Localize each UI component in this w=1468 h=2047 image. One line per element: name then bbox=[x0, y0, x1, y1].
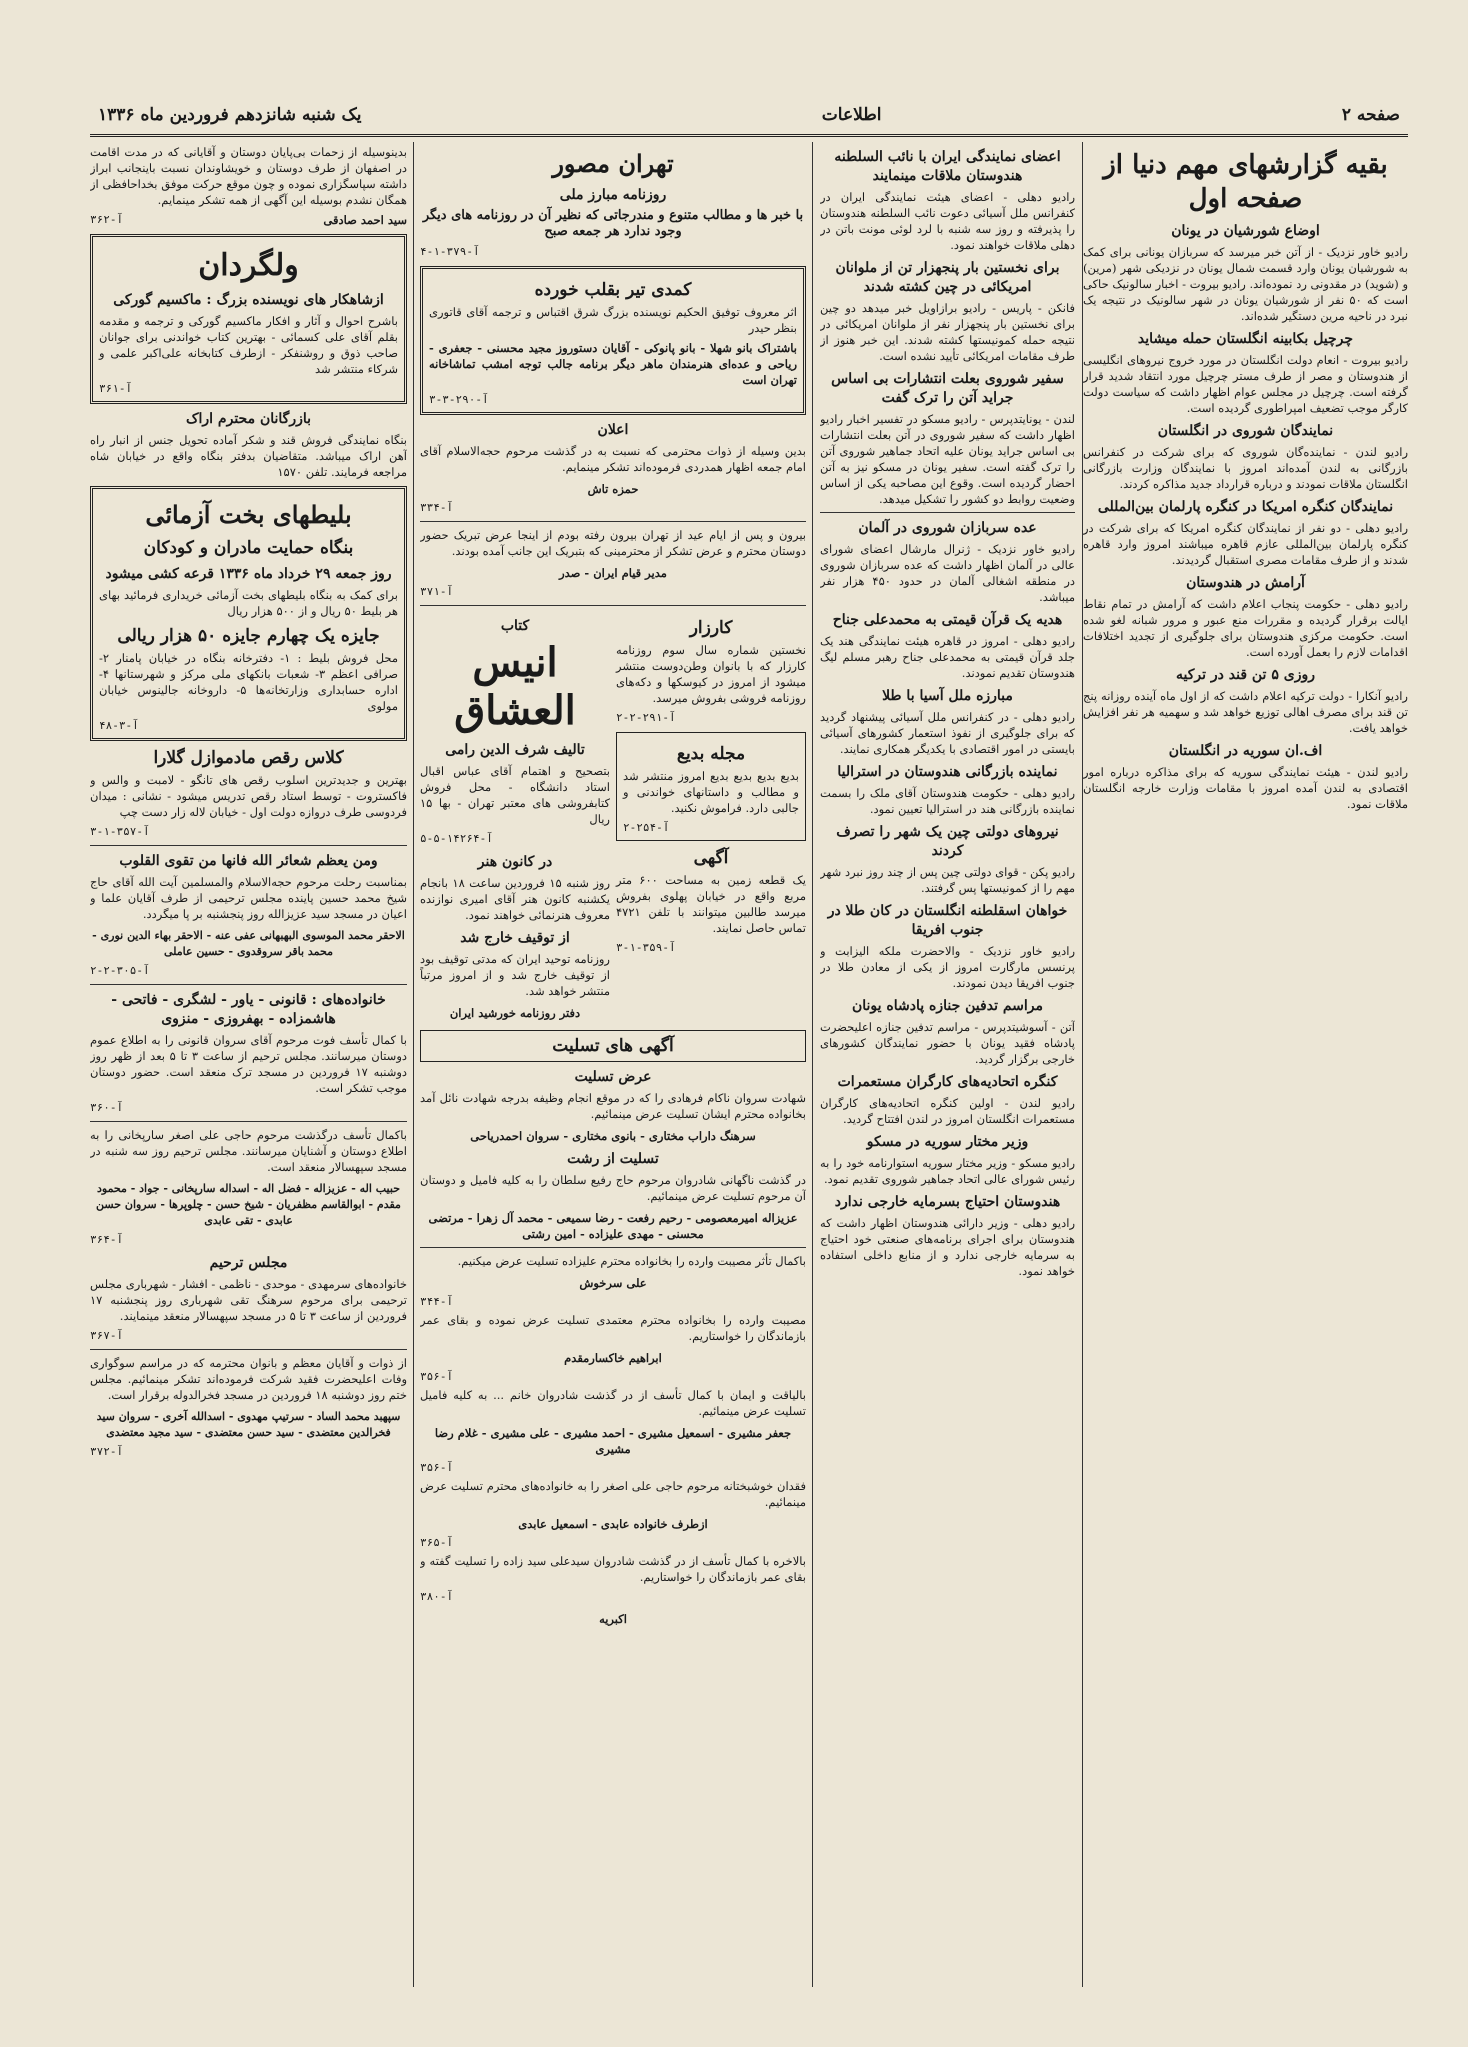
column-notices-left bbox=[90, 142, 407, 1987]
article-title: چرچیل بکابینه انگلستان حمله میشاید bbox=[1137, 331, 1354, 347]
ad-body: باشرح احوال و آثار و افکار ماکسیم گورکی و ترجمه و مقدمه بقلم آقای علی کسمائی - بهترین کتاب خواندنی برای جوانان صاحب ذوق و روشنفکر - ازطرف کتابخانه علی‌اکبر علمی و شرکاء منتشر شد bbox=[99, 314, 398, 376]
article-body: رادیو خاور نزدیک - ژنرال مارشال اعضای شورای عالی در آلمان اظهار داشت که عده سربازان شوروی در منطقه اشغالی آلمان در حدود ۴۵۰ هزار نفر میباشد. bbox=[820, 542, 1075, 604]
notice-body: بدینوسیله از زحمات بی‌پایان دوستان و آقایانی که در مدت اقامت در اصفهان از طرف دوستان و خویشاوندان نسبت باینجانب ابراز داشته سپاسگزاری نموده و چون موقع حرکت موفق بخداحافظی از همگان نشدم بوسیله این آگهی از همه تشکر مینمایم. bbox=[90, 145, 407, 207]
ad-title: ولگردان bbox=[198, 248, 299, 283]
article-body: رادیو دهلی - حکومت پنجاب اعلام داشت که آرامش در تمام نقاط ایالت برقرار گردیده و مقررات منع عبور و مرور شبانه لغو شده است. حکومت مرکزی هندوستان برای جلوگیری از تجدید اختلافات اقدامات لازم را بعمل آورده است. bbox=[1083, 597, 1408, 659]
notice-sign: حمزه تاش bbox=[587, 482, 639, 496]
ad-subtitle: ازشاهکار های نویسنده بزرگ : ماکسیم گورکی bbox=[113, 292, 384, 308]
family-notice-code: آ-۳۶۴ bbox=[90, 1233, 124, 1246]
memorial-code: آ-۳۷۲ bbox=[90, 1445, 124, 1458]
divider bbox=[420, 605, 806, 606]
column-rule bbox=[812, 142, 813, 1987]
ad-body: اثر معروف توفیق الحکیم نویسنده بزرگ شرق اقتباس و ترجمه آقای قاتوری بنظر حیدر bbox=[429, 305, 797, 335]
ad-body: یک قطعه زمین به مساحت ۶۰۰ متر مربع واقع در خیابان پهلوی بفروش میرسد طالبین میتوانند با تلفن ۴۷۲۱ تماس حاصل نمایند. bbox=[616, 873, 806, 935]
article-title: هدیه یک قرآن قیمتی به محمدعلی جناح bbox=[832, 612, 1063, 628]
ad-body: بنگاه نمایندگی فروش قند و شکر آماده تحویل جنس از انبار راه آهن اراک میباشد. متقاضیان بدفتر بنگاه واقع در خیابان شاه مراجعه فرمایند. تلفن ۱۵۷۰ bbox=[90, 433, 407, 479]
memorial-title: مجلس ترحیم bbox=[209, 1255, 288, 1271]
article-body: رادیو آنکارا - دولت ترکیه اعلام داشت که از اول ماه آینده روزانه پنج تن قند برای مصرف اهالی توزیع خواهد شد و سهمیه هر نفر افزایش خواهد یافت. bbox=[1083, 689, 1408, 735]
article-body: رادیو بیروت - انعام دولت انگلستان در مورد خروج نیروهای انگلیسی از هندوستان و مصر از طرف مستر چرچیل مورد انتقاد شدید قرار گرفته است. چرچیل در مجلس عوام اظهار داشت که سیاست دولت کارگر موجب تضعیف امپراطوری گردیده است. bbox=[1083, 353, 1408, 415]
divider bbox=[90, 845, 407, 846]
article-body: رادیو دهلی - حکومت هندوستان آقای ملک را بسمت نماینده بازرگانی هند در استرالیا تعیین نمود. bbox=[820, 786, 1075, 816]
notice-code: آ-۳۶۲ bbox=[90, 213, 124, 226]
ad-subtitle: روزنامه مبارز ملی bbox=[559, 187, 667, 203]
article-body: رادیو دهلی - اعضای هیئت نمایندگی ایران در کنفرانس ملل آسیائی دعوت نائب السلطنه هندوستان را پذیرفته و روز سه شنبه با لرد لوئی مونت باتن در دهلی ملاقات خواهند نمود. bbox=[820, 190, 1075, 252]
ad-title: بازرگانان محترم اراک bbox=[185, 411, 312, 427]
main-headline: بقیه گزارشهای مهم دنیا از صفحه اول bbox=[1103, 150, 1388, 214]
ad-title: در کانون هنر bbox=[477, 854, 553, 870]
condolence-code: آ-۳۵۶ bbox=[420, 1370, 454, 1383]
notice-footer bbox=[90, 212, 407, 228]
condolence-sign: اکبریه bbox=[599, 1612, 627, 1626]
ad-grid bbox=[420, 611, 806, 1024]
ad-body: برای کمک به بنگاه بلیطهای بخت آزمائی خریداری فرمائید بهای هر بلیط ۵۰ ریال و از ۵۰۰ هزار ریال bbox=[99, 588, 398, 618]
ad-title: تهران مصور bbox=[552, 149, 674, 178]
ad-body: بهترین و جدیدترین اسلوب رقص های تانگو - لامبت و والس و فاکستروت - توسط استاد رقص تدریس میشود - نشانی : میدان فردوسی طرف دروازه دولت اول - خیابان لاله زار دست چپ bbox=[90, 773, 407, 819]
section-header: آگهی های تسلیت bbox=[420, 1030, 806, 1062]
velgardan-ad-box bbox=[90, 234, 407, 404]
condolence-body: فقدان خوشبختانه مرحوم حاجی علی اصغر را به خانواده‌های محترم تسلیت عرض مینمائیم. bbox=[420, 1479, 806, 1509]
ad-title: مجله بدیع bbox=[676, 744, 746, 764]
column-rule bbox=[413, 142, 414, 1987]
ad-subcolumn bbox=[616, 611, 806, 1024]
article-body: رادیو لندن - هیئت نمایندگی سوریه که برای مذاکره درباره امور اقتصادی به لندن آمده امروز با مقامات وزارت خارجه انگلستان ملاقات نمود. bbox=[1083, 765, 1408, 811]
ad-subtitle: بنگاه حمایت مادران و کودکان bbox=[143, 538, 354, 558]
ad-title: کمدی تیر بقلب خورده bbox=[534, 280, 692, 300]
ad-subcolumn bbox=[420, 611, 610, 1024]
comedy-ad-box bbox=[420, 266, 806, 415]
issue-date: یک شنبه شانزدهم فروردین ماه ۱۳۳۶ bbox=[98, 105, 362, 125]
notice-code: آ-۳۳۴ bbox=[420, 501, 454, 514]
ad-title: کارزار bbox=[689, 618, 733, 638]
article-title: نمایندگان شوروی در انگلستان bbox=[1157, 423, 1334, 439]
ad-code: آ-۲۵۴-۲ bbox=[623, 821, 670, 834]
article-title: برای نخستین بار پنجهزار تن از ملوانان امریکائی در چین کشته شدند bbox=[835, 260, 1060, 295]
condolence-sign: ابراهیم خاکسارمقدم bbox=[564, 1351, 662, 1365]
notice-code: آ-۳۷۱ bbox=[420, 585, 454, 598]
condolence-body: مصیبت وارده را بخانواده محترم معتمدی تسلیت عرض نموده و بقای عمر بازماندگان را خواستاریم. bbox=[420, 1313, 806, 1343]
condolence-body: در گذشت ناگهانی شادروان مرحوم حاج رفیع سلطان را به کلیه فامیل و دوستان آن مرحوم تسلیت عرض مینمائیم. bbox=[420, 1173, 806, 1203]
ad-code: آ-۲۹۰-۳-۳ bbox=[429, 393, 489, 406]
article-body: لندن - یونایتدپرس - رادیو مسکو در تفسیر اخبار رادیو اظهار داشت که سفیر شوروی در آتن بعلت انتشارات بی اساس جراید یونان علیه اتحاد جماهیر شوروی آتن را ترک گفته است. سفیر یونان در مسکو نیز به آتن احضار گردیده است. وقوع این مصاحبه یکی از اساس وضعیت روابط دو کشور را تشکیل میدهد. bbox=[820, 412, 1075, 506]
book-author: تالیف شرف الدین رامی bbox=[445, 742, 585, 758]
lottery-places: محل فروش بلیط : ۱- دفترخانه بنگاه در خیابان پامنار ۲- صرافی اعظم ۳- شعبات بانکهای ملی مرکز و شهرستانها ۴- اداره حسابداری وزارتخانه‌ها ۵- داروخانه جالینوس خیابان مولوی bbox=[99, 651, 398, 713]
article-body: رادیو پکن - قوای دولتی چین پس از چند روز نبرد شهر مهم را از کمونیستها پس گرفتند. bbox=[820, 865, 1075, 895]
article-title: کنگره اتحادیه‌های کارگران مستعمرات bbox=[837, 1074, 1058, 1090]
memorial-body: از ذوات و آقایان معظم و بانوان محترمه که در مراسم سوگواری وفات اعلیحضرت فقید شرکت فرموده‌اند تشکر مینمائیم. مجلس ختم روز دوشنبه ۱۸ فروردین در مسجد فخرالدوله برقرار است. bbox=[90, 1356, 407, 1402]
lottery-ad-box bbox=[90, 486, 407, 741]
article-title: نمایندگان کنگره امریکا در کنگره پارلمان بین‌المللی bbox=[1097, 499, 1394, 515]
divider bbox=[820, 512, 1075, 513]
article-title: سفیر شوروی بعلت انتشارات بی اساس جراید آتن را ترک گفت bbox=[831, 371, 1064, 406]
article-body: فانکن - پاریس - رادیو برازاویل خبر میدهد دو چین برای نخستین بار پنجهزار نفر از ملوانان امریکائی در نتیجه حمله کمونیستها کشته شدند. این خبر هنوز از طرف مقامات امریکائی تأیید نشده است. bbox=[820, 301, 1075, 363]
condolence-code: آ-۳۶۵ bbox=[420, 1536, 454, 1549]
column-rule bbox=[1082, 142, 1083, 1987]
condolence-title: عرض تسلیت bbox=[574, 1069, 652, 1085]
article-body: آتن - آسوشیتدپرس - مراسم تدفین جنازه اعلیحضرت پادشاه فقید یونان با حضور نمایندگان کشورهای خارجی برگزار گردید. bbox=[820, 1020, 1075, 1066]
article-title: خواهان اسقلطنه انگلستان در کان طلا در جنوب افریقا bbox=[827, 903, 1068, 938]
obituary-body: بمناسبت رحلت مرحوم حجه‌الاسلام والمسلمین آیت الله آقای حاج شیخ محمد حسین پاینده مجلس ترحیمی از طرف آقایان علما و اعیان در مسجد سید عزیزالله روز پنجشنبه بر پا میگردد. bbox=[90, 875, 407, 921]
ad-code: آ-۳۶۱ bbox=[99, 382, 133, 395]
family-notice-body: با کمال تأسف فوت مرحوم آقای سروان قانونی را به اطلاع عموم دوستان میرسانند. مجلس ترحیم از ساعت ۳ تا ۵ بعد از ظهر روز دوشنبه ۱۷ فروردین در مسجد ترک منعقد است. حضور دوستان موجب تشکر است. bbox=[90, 1033, 407, 1095]
condolence-code: آ-۳۵۶ bbox=[420, 1461, 454, 1474]
article-title: آرامش در هندوستان bbox=[1186, 575, 1305, 591]
article-body: رادیو دهلی - امروز در قاهره هیئت نمایندگی هند یک جلد قرآن قیمتی به محمدعلی جناح رهبر مسلم لیگ هندوستان تقدیم نمودند. bbox=[820, 634, 1075, 680]
lottery-date: روز جمعه ۲۹ خرداد ماه ۱۳۳۶ قرعه کشی میشود bbox=[105, 566, 392, 582]
condolence-sign: سرهنگ داراب مختاری - بانوی مختاری - سروان احمدریاحی bbox=[470, 1129, 756, 1143]
article-title: نماینده بازرگانی هندوستان در استرالیا bbox=[837, 764, 1058, 780]
divider bbox=[90, 984, 407, 985]
ad-title: آگهی bbox=[693, 848, 729, 868]
notice-sign: سید احمد صادقی bbox=[323, 213, 407, 227]
condolence-body: باکمال تأثر مصیبت وارده را بخانواده محترم علیزاده تسلیت عرض میکنیم. bbox=[457, 1254, 806, 1268]
condolence-title: تسلیت از رشت bbox=[567, 1151, 659, 1167]
condolence-body: شهادت سروان ناکام فرهادی را که در موقع انجام وظیفه بدرجه شهادت نائل آمد بخانواده محترم ایشان تسلیت عرض مینمائیم. bbox=[420, 1091, 806, 1121]
article-body: رادیو خاور نزدیک - از آتن خبر میرسد که سربازان یونانی برای کمک به شورشیان یونان وارد قسمت شمال یونان در نزدیکی شهر (مرین) و (شوید) در مقدونی رد نموده‌اند. رادیو بیروت - اخبار سالونیک حاکی است که ۵۰ نفر از شورشیان یونان در شهر سالونیک در نتیجه یک نبرد در ناحیه مرین دستگیر شده‌اند. bbox=[1083, 245, 1408, 323]
masthead bbox=[90, 96, 1408, 137]
ad-code: آ-۳۵۹-۱-۳ bbox=[616, 941, 676, 954]
article-body: رادیو دهلی - در کنفرانس ملل آسیائی پیشنهاد گردید که برای جلوگیری از نفوذ استعمار کشورهای آسیائی بایستی در امور اقتصادی با یکدیگر همکاری نمایند. bbox=[820, 710, 1075, 756]
article-title: هندوستان احتیاج بسرمایه خارجی ندارد bbox=[834, 1194, 1061, 1210]
divider bbox=[420, 521, 806, 522]
obituary-sign: الاحقر محمد الموسوی البهبهانی عفی عنه - الاحقر بهاء الدین نوری - محمد باقر سروقدوی - حسین عاملی bbox=[92, 929, 405, 958]
column-world-news-right bbox=[1083, 142, 1408, 1987]
paper-name: اطلاعات bbox=[821, 105, 882, 125]
family-notice-code: آ-۳۶۰ bbox=[90, 1101, 124, 1114]
divider bbox=[90, 1121, 407, 1122]
notice-title: اعلان bbox=[597, 422, 629, 438]
ad-title: کلاس رقص مادموازل گلارا bbox=[153, 748, 344, 768]
article-body: رادیو لندن - نماینده‌گان شوروی که برای شرکت در کنفرانس بازرگانی به لندن آمده‌اند امروز با نمایندگان وزارت بازرگانی انگلستان ملاقات نمودند و درباره قرارداد جدید مذاکره کردند. bbox=[1083, 445, 1408, 491]
ad-title: بلیطهای بخت آزمائی bbox=[145, 500, 352, 529]
article-body: رادیو دهلی - وزیر دارائی هندوستان اظهار داشت که هندوستان برای اجرای برنامه‌های صنعتی خود احتیاج به سرمایه خارجی ندارد و از منابع داخلی استفاده خواهد نمود. bbox=[820, 1216, 1075, 1278]
book-title: انیس العشاق bbox=[454, 639, 576, 734]
ad-body: بتصحیح و اهتمام آقای عباس اقبال استاد دانشگاه - محل فروش کتابفروشی های معتبر تهران - بها ۱۵ ریال bbox=[420, 764, 610, 826]
column-adverts bbox=[420, 142, 806, 1987]
page-number: صفحه ۲ bbox=[1341, 105, 1400, 125]
condolence-sign: جعفر مشیری - اسمعیل مشیری - احمد مشیری - علی مشیری - غلام رضا مشیری bbox=[434, 1426, 792, 1456]
notice-body: بیرون و پس از ایام عید از تهران بیرون رفته بودم از اینجا عرض تبریک حضور دوستان محترم و عرض تشکر از محترمینی که بتبریک این جانب آمده بودند. bbox=[420, 528, 806, 558]
condolence-sign: ازطرف خانواده عابدی - اسمعیل عابدی bbox=[518, 1517, 708, 1531]
ad-code: آ-۳۷۹-۱-۴ bbox=[420, 245, 480, 258]
article-title: روزی ۵ تن قند در ترکیه bbox=[1176, 667, 1315, 683]
memorial-sign: سپهبد محمد الساد - سرتیپ مهدوی - اسدالله آخری - سروان سید فخرالدین معتضدی - سید حسن معتضدی - سید مجید معتضدی bbox=[96, 1410, 401, 1439]
ad-body: بدیع بدیع بدیع بدیع امروز منتشر شد و مطالب و داستانهای خواندنی و جالبی دارد. فراموش نکنید. bbox=[623, 769, 799, 815]
article-title: نیروهای دولتی چین یک شهر را تصرف کردند bbox=[836, 824, 1059, 859]
notice-body: بدین وسیله از ذوات محترمی که نسبت به در گذشت مرحوم حجه‌الاسلام آقای امام جمعه اظهار همدردی فرموده‌اند تشکر مینمایم. bbox=[420, 444, 806, 474]
ad-code: آ-۱۴۲۶۴-۵-۵ bbox=[420, 832, 493, 845]
article-title: وزیر مختار سوریه در مسکو bbox=[866, 1134, 1029, 1150]
article-title: اف.ان سوریه در انگلستان bbox=[1168, 743, 1323, 759]
article-title: عده سربازان شوروی در آلمان bbox=[858, 520, 1037, 536]
ad-body: با خبر ها و مطالب متنوع و مندرجاتی که نظیر آن در روزنامه های دیگر وجود ندارد هر جمعه صبح bbox=[422, 208, 804, 239]
family-notice-body: باکمال تأسف درگذشت مرحوم حاجی علی اصغر سارپخانی را به اطلاع دوستان و آشنایان میرسانند. مجلس ترحیم روز سه شنبه در مسجد سپهسالار منعقد است. bbox=[90, 1128, 407, 1174]
condolence-body: بالیاقت و ایمان با کمال تأسف از در گذشت شادروان خانم ... به کلیه فامیل تسلیت عرض مینمائیم. bbox=[420, 1388, 806, 1418]
family-notice-title: خانواده‌های : قانونی - یاور - لشگری - فاتحی - هاشمزاده - بهفروزی - منزوی bbox=[111, 992, 386, 1027]
condolence-body: بالاخره با کمال تأسف از در گذشت شادروان سیدعلی سید زاده را تسلیت گفته و بقای عمر بازماندگان را خواستاریم. bbox=[420, 1554, 806, 1584]
divider bbox=[420, 1247, 806, 1248]
article-body: رادیو مسکو - وزیر مختار سوریه استوارنامه خود را به رئیس شورای عالی اتحاد جماهیر شوروی تقدیم نمود. bbox=[820, 1156, 1075, 1186]
article-title: مراسم تدفین جنازه پادشاه یونان bbox=[851, 998, 1044, 1014]
ad-sign: دفتر روزنامه خورشید ایران bbox=[449, 1006, 581, 1020]
notice-sign: مدیر قیام ایران - صدر bbox=[559, 566, 667, 580]
ad-code: آ-۳-۴۸ bbox=[99, 719, 139, 732]
family-notice-sign: حبیب اله - عزیزاله - فضل اله - اسداله سارپخانی - جواد - محمود مقدم - ابوالقاسم مظفریان - شیخ حسن - چلوپرها - سروان حسن عابدی - تقی عابدی bbox=[96, 1182, 401, 1227]
ad-body: روز شنبه ۱۵ فروردین ساعت ۱۸ بانجام یکشنبه کانون هنر آقای امیری نوازنده معروف هنرنمائی خواهند نمود. bbox=[420, 876, 610, 922]
article-title: اعضای نمایندگی ایران با نائب السلطنه هندوستان ملاقات مینمایند bbox=[834, 149, 1061, 184]
majaleh-ad-box bbox=[616, 732, 806, 841]
article-title: اوضاع شورشیان در یونان bbox=[1171, 223, 1320, 239]
ad-body: باشتراک بانو شهلا - بانو پانوکی - آقایان دستوروز مجید محسنی - جعفری - ریاحی و عده‌ای هنرمندان ماهر دیگر برنامه جالب توجه امشب تماشاخانه تهران است bbox=[429, 341, 797, 387]
ad-body: نخستین شماره سال سوم روزنامه کارزار که با بانوان وطن‌دوست منتشر میشود از امروز در کیوسکها و دکه‌های روزنامه فروشی بفروش میرسد. bbox=[616, 643, 806, 705]
condolence-code: آ-۳۸۰ bbox=[420, 1590, 454, 1603]
ad-title: از توقیف خارج شد bbox=[460, 930, 570, 946]
article-title: مبارزه ملل آسیا با طلا bbox=[882, 688, 1013, 704]
article-body: رادیو خاور نزدیک - والاحضرت ملکه الیزابت و پرنسس مارگارت امروز از یکی از معادن طلا در جنوب افریقا دیدن نمودند. bbox=[820, 944, 1075, 990]
ad-title: کتاب bbox=[500, 618, 530, 634]
ad-code: آ-۳۵۷-۱-۳ bbox=[90, 825, 150, 838]
condolence-sign: عزیزاله امیرمعصومی - رحیم رفعت - رضا سمیعی - محمد آل زهرا - مرتضی محسنی - مهدی علیزاده - امین رشتی bbox=[428, 1211, 798, 1241]
obituary-code: آ-۳۰۵-۲-۲ bbox=[90, 964, 150, 977]
memorial-body: خانواده‌های سرمهدی - موحدی - ناظمی - افشار - شهرباری مجلس ترحیمی برای مرحوم سرهنگ تقی شهرباری روز پنجشنبه ۱۷ فروردین از ساعت ۳ تا ۵ در مسجد سپهسالار منعقد مینمایند. bbox=[90, 1277, 407, 1323]
condolence-code: آ-۳۴۴ bbox=[420, 1295, 454, 1308]
memorial-code: آ-۳۶۷ bbox=[90, 1329, 124, 1342]
obituary-title: ومن یعظم شعائر الله فانها من تقوی القلوب bbox=[119, 853, 378, 869]
condolence-sign: علی سرخوش bbox=[579, 1276, 647, 1290]
ad-code: آ-۲۹۱-۲-۲ bbox=[616, 711, 676, 724]
lottery-prize: جایزه یک چهارم جایزه ۵۰ هزار ریالی bbox=[117, 626, 380, 646]
article-body: رادیو لندن - اولین کنگره اتحادیه‌های کارگران مستعمرات انگلستان امروز در لندن افتتاح گردید. bbox=[820, 1096, 1075, 1126]
article-body: رادیو دهلی - دو نفر از نمایندگان کنگره امریکا که برای شرکت در کنگره پارلمان بین‌المللی عازم قاهره میباشند امروز وارد قاهره شدند و از طرف مقامات مصری استقبال گردیدند. bbox=[1083, 521, 1408, 567]
ad-body: روزنامه توحید ایران که مدتی توقیف بود از توقیف خارج شد و از امروز مرتباً منتشر خواهد شد. bbox=[420, 952, 610, 998]
column-world-news-2 bbox=[820, 142, 1075, 1987]
divider bbox=[90, 1349, 407, 1350]
